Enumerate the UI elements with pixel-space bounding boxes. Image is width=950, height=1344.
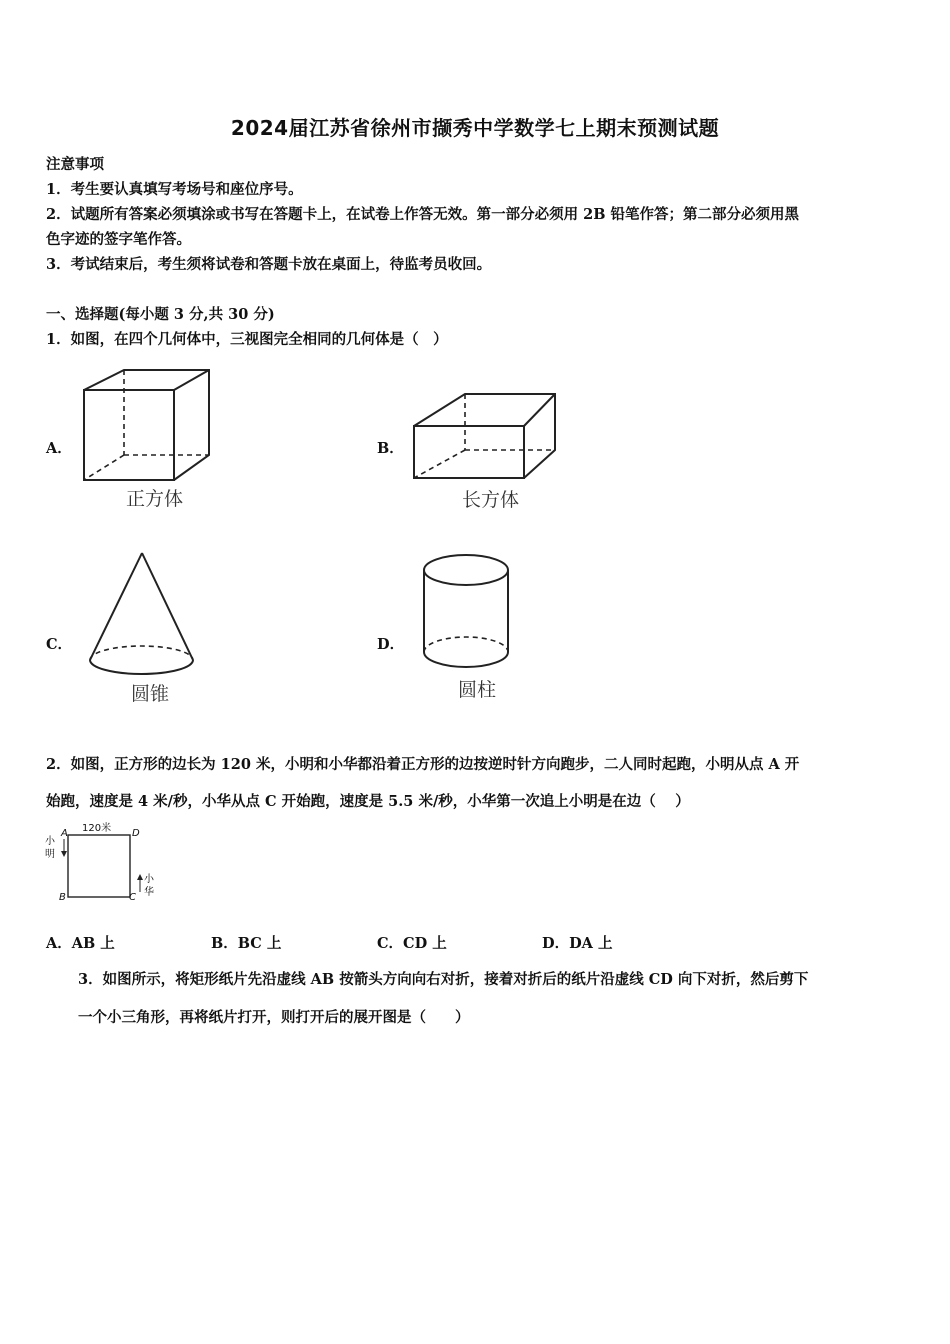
cube-caption: 正方体 [126, 488, 184, 510]
side-length-label: 120米 [82, 823, 112, 834]
option-b-label: B． [377, 440, 404, 457]
xiaoming-label-2: 明 [45, 849, 55, 860]
notice-heading: 注意事项 [46, 156, 104, 173]
xiaohua-label-1: 小 [144, 874, 154, 885]
option-d-label: D． [377, 636, 405, 653]
xiaohua-arrow-icon [137, 874, 143, 892]
xiaoming-label-1: 小 [45, 836, 55, 847]
answer-a: A．AB 上 [46, 935, 115, 952]
square-track-figure [42, 822, 162, 906]
answer-b: B．BC 上 [211, 935, 282, 952]
question-2-line-1: 2．如图，正方形的边长为 120 米，小明和小华都沿着正方形的边按逆时针方向跑步，二人同时起跑，小明从点 A 开 [46, 756, 800, 773]
cone-figure [85, 548, 200, 708]
question-2-line-2: 始跑，速度是 4 米/秒，小华从点 C 开始跑，速度是 5.5 米/秒，小华第一次追上小明是在边（ ） [46, 793, 690, 810]
question-3-line-1: 3．如图所示，将矩形纸片先沿虚线 AB 按箭头方向向右对折，接着对折后的纸片沿虚线 CD 向下对折，然后剪下 [78, 971, 809, 988]
cube-figure [78, 365, 218, 515]
option-a-label: A． [46, 440, 72, 457]
cylinder-caption: 圆柱 [458, 679, 497, 701]
notice-item-3: 3．考试结束后，考生须将试卷和答题卡放在桌面上，待监考员收回。 [46, 256, 492, 273]
notice-item-2: 2．试题所有答案必须填涂或书写在答题卡上，在试卷上作答无效。第一部分必须用 2B 铅笔作答；第二部分必须用黑 [46, 206, 800, 223]
cone-caption: 圆锥 [131, 683, 170, 705]
question-1-text: 1．如图，在四个几何体中，三视图完全相同的几何体是（ ） [46, 331, 448, 348]
point-b-label: B [59, 892, 66, 903]
cuboid-figure [410, 388, 560, 516]
xiaoming-arrow-icon [61, 839, 67, 857]
xiaohua-label-2: 华 [144, 887, 154, 898]
cuboid-caption: 长方体 [462, 489, 520, 511]
answer-d: D．DA 上 [542, 935, 613, 952]
option-c-label: C． [46, 636, 73, 653]
page-title: 2024届江苏省徐州市撷秀中学数学七上期末预测试题 [230, 116, 720, 140]
section-heading: 一、选择题(每小题 3 分,共 30 分) [46, 306, 275, 323]
notice-item-1: 1．考生要认真填写考场号和座位序号。 [46, 181, 303, 198]
notice-item-2-cont: 色字迹的签字笔作答。 [46, 231, 191, 248]
point-d-label: D [132, 828, 140, 839]
cylinder-figure [418, 546, 518, 704]
answer-c: C．CD 上 [377, 935, 447, 952]
question-3-line-2: 一个小三角形，再将纸片打开，则打开后的展开图是（ ） [78, 1009, 470, 1026]
point-a-label: A [61, 828, 68, 839]
point-c-label: C [129, 892, 136, 903]
